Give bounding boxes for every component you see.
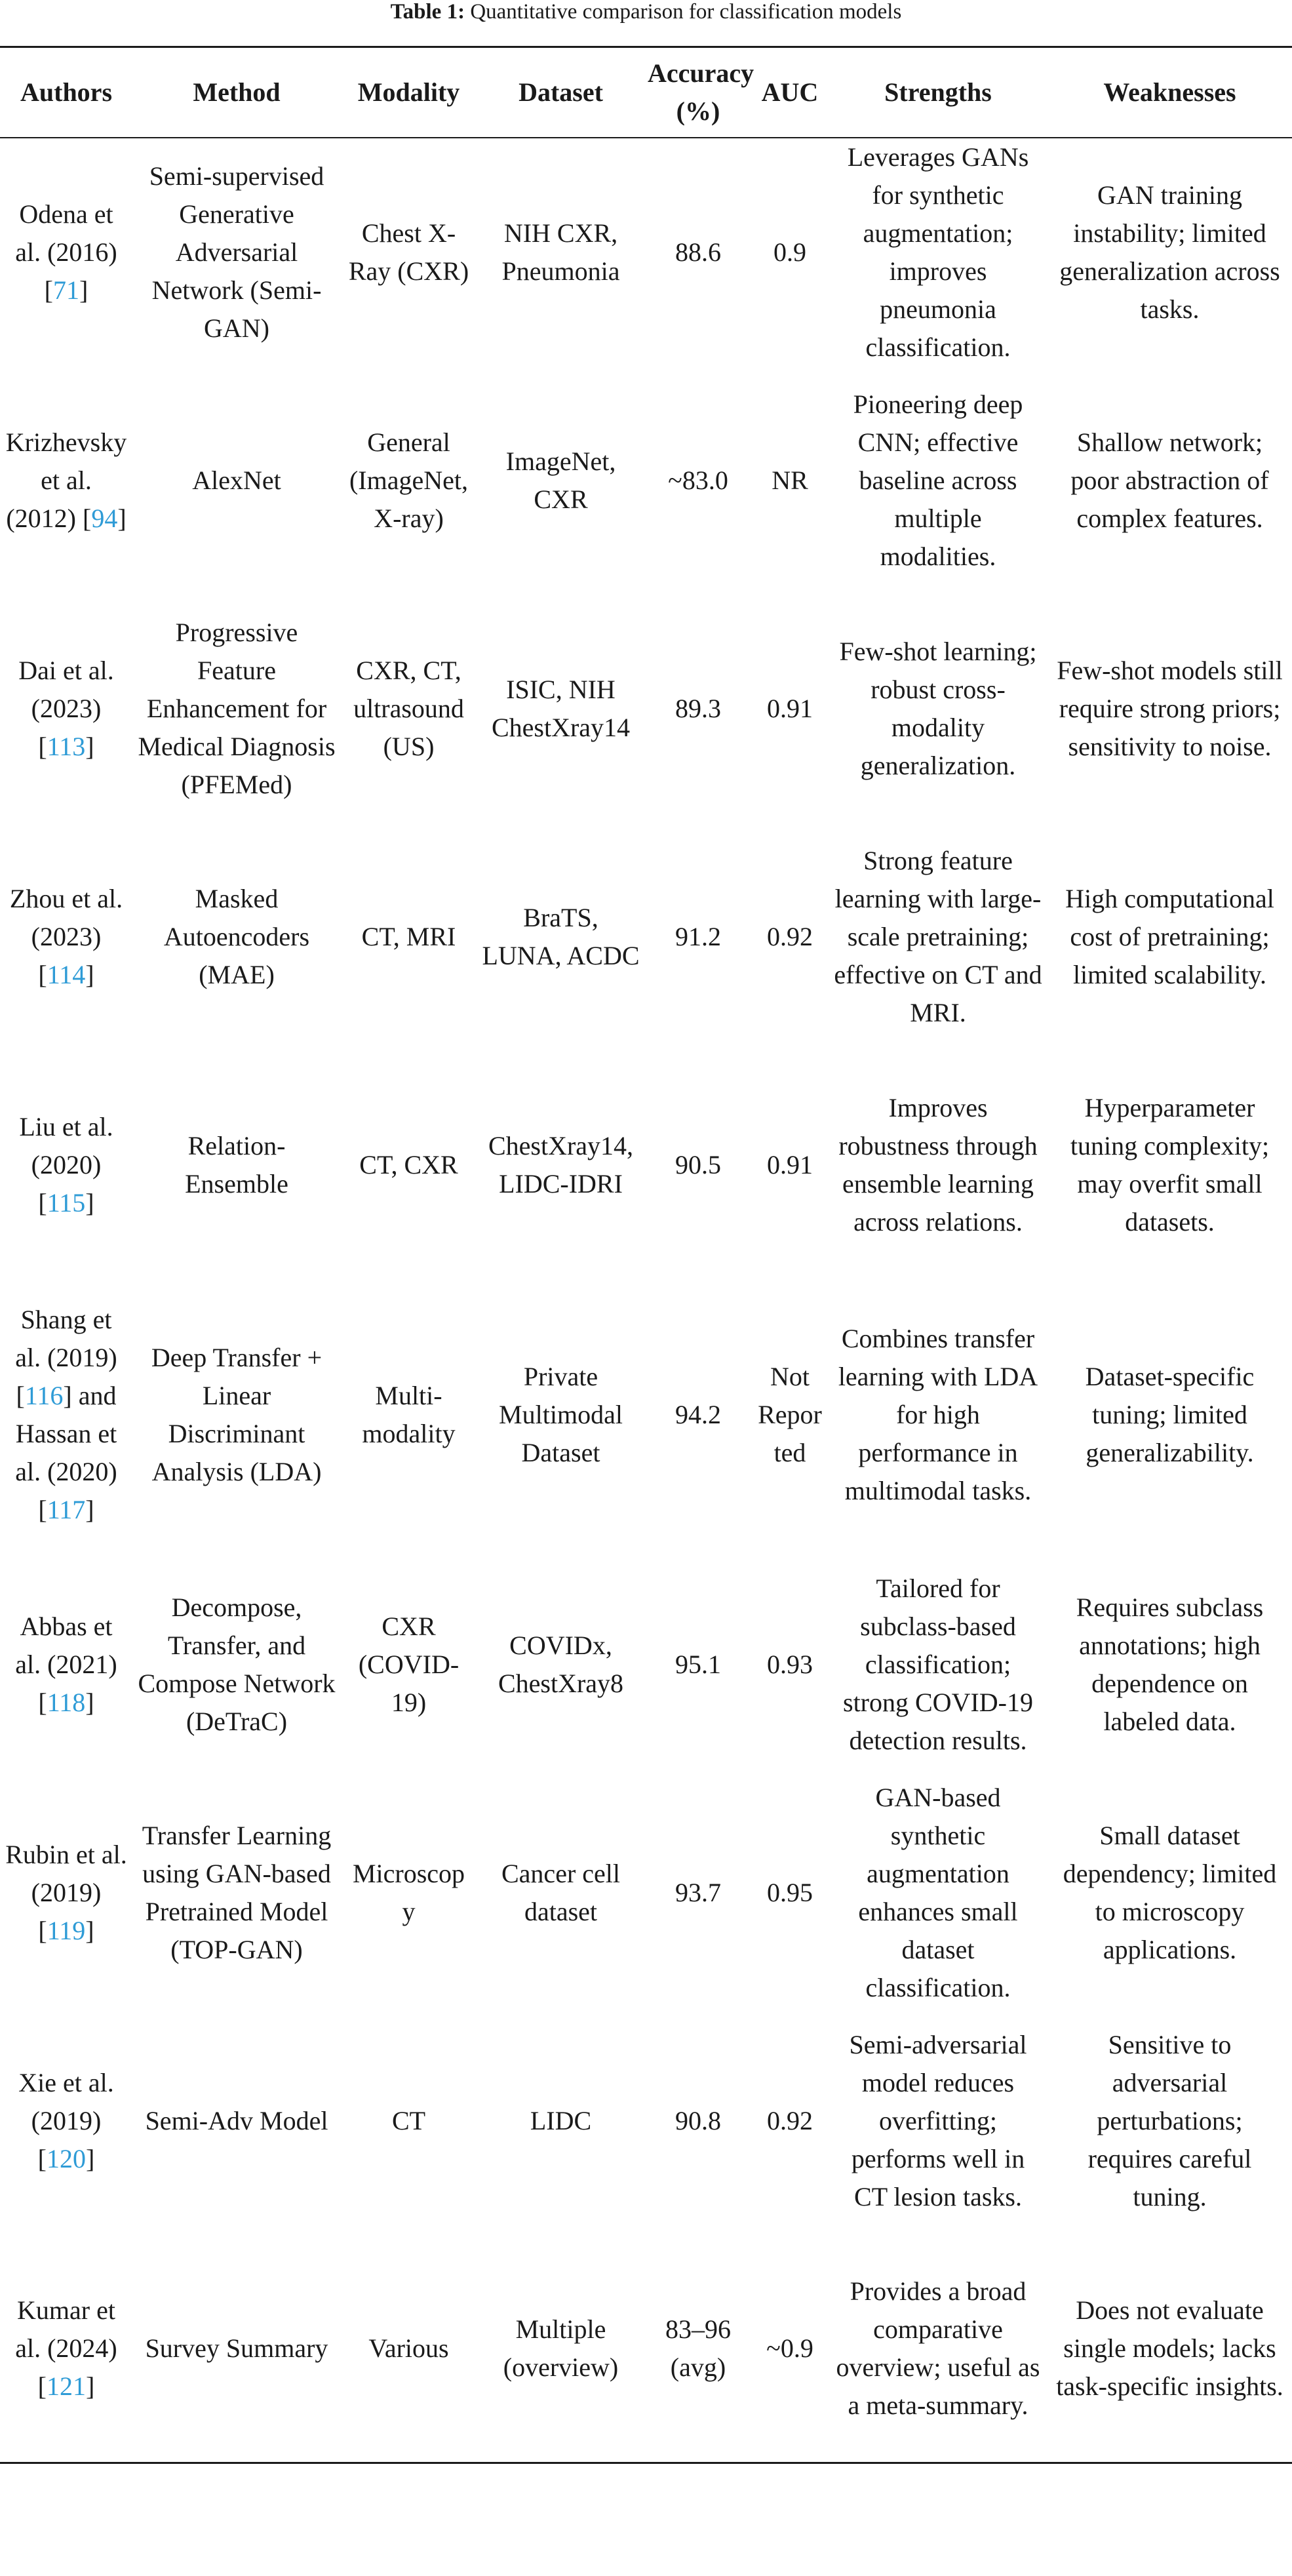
cell-dataset: ImageNet, CXR [505,446,616,514]
cell-authors: Shang et al. (2019) [116] and Hassan et al. (2020) [117] [15,1304,117,1524]
cell-weaknesses: Dataset-specific tuning; limited generalizability. [1085,1361,1255,1467]
cell-auc: 0.92 [767,921,813,951]
cell-accuracy: 83–96 (avg) [645,2235,751,2463]
cell-authors: Dai et al. (2023) [113] [18,655,114,761]
cell-weaknesses: Few-shot models still require strong priors; sensitivity to noise. [1057,655,1283,761]
cell-auc: 0.91 [767,693,813,723]
cell-modality: CT [391,2105,426,2135]
citation-link[interactable]: 71 [53,275,79,305]
header-row [0,47,1292,138]
cell-dataset: Cancer cell dataset [501,1858,620,1926]
cell-method: Transfer Learning using GAN-based Pretrained Model (TOP-GAN) [142,1820,332,1964]
table-row [0,2235,1292,2463]
cell-dataset: BraTS, LUNA, ACDC [482,902,640,970]
cell-method: Progressive Feature Enhancement for Medical Diagnosis (PFEMed) [138,617,336,799]
cell-method: Decompose, Transfer, and Compose Network (DeTraC) [138,1592,336,1736]
cell-dataset: NIH CXR, Pneumonia [501,218,620,286]
cell-dataset: Private Multimodal Dataset [499,1361,623,1467]
citation-link[interactable]: 118 [47,1687,86,1717]
cell-strengths: Tailored for subclass-based classification; strong COVID-19 detection results. [843,1573,1033,1755]
cell-authors: Liu et al. (2020) [115] [19,1111,113,1218]
authors-text: Odena et al. (2016) [ [15,199,117,305]
citation-link[interactable]: 116 [24,1380,64,1410]
cell-weaknesses: Shallow network; poor abstraction of complex features. [1070,427,1269,533]
cell-modality: CT, CXR [359,1149,458,1179]
cell-weaknesses: Sensitive to adversarial perturbations; requires careful tuning. [1087,2029,1252,2211]
authors-text: Liu et al. (2020) [ [19,1111,113,1218]
cell-accuracy: 88.6 [675,237,721,267]
authors-text-b: ] and Hassan et al. (2020) [ [15,1380,117,1524]
cell-accuracy: 90.8 [675,2105,721,2135]
header-dataset: Dataset [477,47,645,138]
citation-link[interactable]: 115 [47,1187,86,1218]
cell-method: Survey Summary [132,2235,341,2463]
citation-link[interactable]: 121 [47,2371,86,2401]
classification-comparison-table [0,46,1292,2464]
header-strengths: Strengths [829,47,1047,138]
table-row [0,2007,1292,2235]
cell-auc: 0.92 [767,2105,813,2135]
table-row [0,1551,1292,1779]
cell-authors: Kumar et al. (2024) [121] [0,2235,132,2463]
cell-modality: Chest X-Ray (CXR) [348,218,469,286]
citation-link[interactable]: 120 [47,2143,86,2173]
cell-strengths: Combines transfer learning with LDA for high performance in multimodal tasks. [838,1323,1038,1505]
cell-accuracy: 95.1 [675,1649,721,1679]
table-row [0,595,1292,823]
citation-link[interactable]: 119 [47,1915,86,1945]
cell-authors: Odena et al. (2016) [71] [15,199,117,305]
cell-weaknesses: Does not evaluate single models; lacks task-specific insights. [1047,2235,1292,2463]
authors-text: Xie et al. (2019) [ [18,2067,114,2173]
cell-modality: CT, MRI [361,921,456,951]
citation-link[interactable]: 117 [47,1494,86,1524]
table-row [0,1279,1292,1551]
cell-strengths: Leverages GANs for synthetic augmentation; improves pneumonia classification. [847,142,1029,362]
table-body [0,138,1292,2463]
cell-dataset: Multiple (overview) [477,2235,645,2463]
table-row [0,367,1292,595]
cell-auc: NR [772,465,808,495]
caption-text: Quantitative comparison for classification models [470,0,902,24]
cell-strengths: Provides a broad comparative overview; useful as a meta-summary. [829,2235,1047,2463]
cell-method: AlexNet [192,465,281,495]
authors-text: Kumar et al. (2024) [ [15,2295,117,2401]
authors-text: Shang et al. (2019) [ [15,1304,117,1410]
table-row [0,138,1292,367]
cell-auc: 0.9 [773,237,806,267]
cell-weaknesses: GAN training instability; limited generalization across tasks. [1059,180,1280,324]
cell-modality: General (ImageNet, X-ray) [349,427,468,533]
cell-weaknesses: Hyperparameter tuning complexity; may overfit small datasets. [1070,1092,1270,1237]
cell-method: Relation-Ensemble [185,1130,288,1199]
cell-dataset: LIDC [530,2105,592,2135]
header-auc: AUC [751,47,829,138]
header-authors: Authors [0,47,132,138]
cell-modality: Multi-modality [362,1380,456,1448]
cell-auc: Not Reported [758,1361,822,1467]
header-accuracy: Accuracy (%) [645,47,751,138]
cell-strengths: Pioneering deep CNN; effective baseline across multiple modalities. [853,389,1023,571]
citation-link[interactable]: 114 [47,959,86,989]
cell-auc: 0.95 [767,1877,813,1907]
cell-strengths: Semi-adversarial model reduces overfitting; performs well in CT lesion tasks. [849,2029,1027,2211]
cell-dataset: ChestXray14, LIDC-IDRI [488,1130,634,1199]
authors-text: Zhou et al. (2023) [ [9,883,123,989]
cell-auc: 0.93 [767,1649,813,1679]
cell-authors: Rubin et al. (2019) [119] [5,1839,127,1945]
cell-strengths: Improves robustness through ensemble learning across relations. [838,1092,1038,1237]
cell-authors: Xie et al. (2019) [120] [18,2067,114,2173]
cell-auc: 0.91 [767,1149,813,1179]
cell-strengths: GAN-based synthetic augmentation enhances small dataset classification. [858,1782,1018,2002]
cell-strengths: Few-shot learning; robust cross-modality generalization. [839,636,1037,780]
cell-method: Semi-Adv Model [145,2105,328,2135]
cell-modality: CXR (COVID-19) [358,1611,460,1717]
cell-accuracy: ~83.0 [668,465,728,495]
cell-method: Masked Autoencoders (MAE) [163,883,310,989]
table-row [0,1779,1292,2007]
cell-accuracy: 90.5 [675,1149,721,1179]
authors-text: Krizhevsky et al. (2012) [ [5,427,127,533]
cell-dataset: COVIDx, ChestXray8 [498,1630,624,1698]
authors-text: Dai et al. (2023) [ [18,655,114,761]
authors-text: Rubin et al. (2019) [ [5,1839,127,1945]
cell-authors: Abbas et al. (2021) [118] [15,1611,117,1717]
cell-authors: Krizhevsky et al. (2012) [94] [5,427,127,533]
header-modality: Modality [341,47,477,138]
header-method: Method [132,47,341,138]
cell-modality: Various [341,2235,477,2463]
header-weaknesses: Weaknesses [1047,47,1292,138]
authors-text: Abbas et al. (2021) [ [15,1611,117,1717]
caption-label: Table 1: [390,0,465,24]
cell-method: Semi-supervised Generative Adversarial Network (Semi-GAN) [149,161,324,343]
cell-weaknesses: Requires subclass annotations; high dependence on labeled data. [1076,1592,1264,1736]
cell-accuracy: 93.7 [675,1877,721,1907]
cell-accuracy: 91.2 [675,921,721,951]
citation-link[interactable]: 94 [91,503,118,533]
citation-link[interactable]: 113 [47,731,86,761]
cell-accuracy: 89.3 [675,693,721,723]
cell-strengths: Strong feature learning with large-scale pretraining; effective on CT and MRI. [834,845,1042,1027]
cell-modality: Microscopy [352,1858,465,1926]
cell-dataset: ISIC, NIH ChestXray14 [491,674,631,742]
cell-accuracy: 94.2 [675,1399,721,1429]
cell-modality: CXR, CT, ultrasound (US) [353,655,464,761]
cell-auc: ~0.9 [751,2235,829,2463]
cell-weaknesses: High computational cost of pretraining; limited scalability. [1065,883,1274,989]
cell-method: Deep Transfer + Linear Discriminant Analysis (LDA) [151,1342,323,1486]
table-row [0,1051,1292,1279]
table-row [0,823,1292,1051]
table-caption [0,0,1292,33]
cell-authors: Zhou et al. (2023) [114] [9,883,123,989]
cell-weaknesses: Small dataset dependency; limited to microscopy applications. [1063,1820,1277,1964]
